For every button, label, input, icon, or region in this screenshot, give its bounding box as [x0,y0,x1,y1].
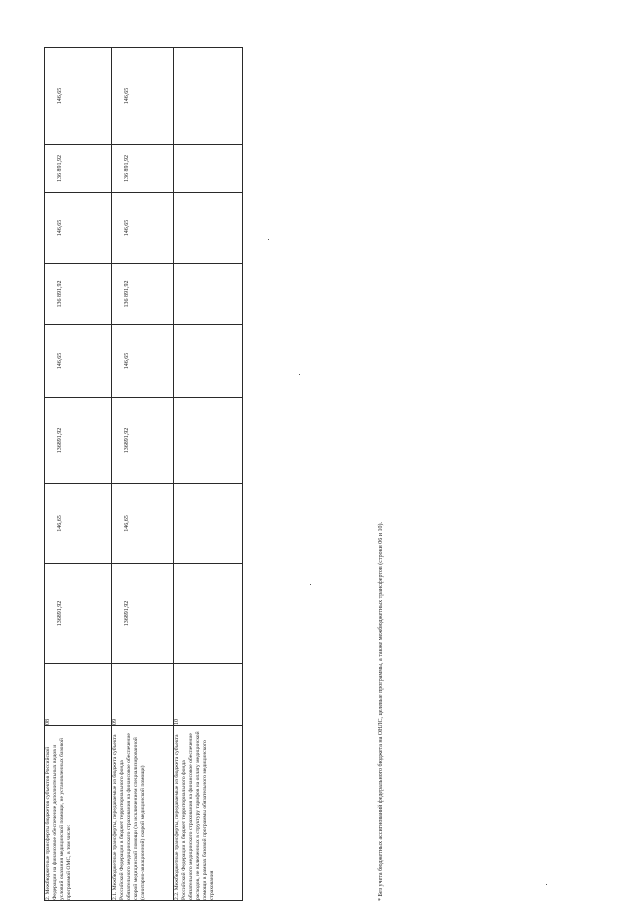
value-text: 146,65 [124,515,130,532]
table-row [45,48,112,901]
value-text: 136 891,92 [57,280,63,308]
budget-transfers-table [44,47,243,901]
value-cell [174,564,243,664]
value-text: 136891,92 [57,600,63,627]
value-cell [45,325,112,398]
value-cell [174,48,243,145]
footnote: * Без учета бюджетных ассигнований федерального бюджета на ОНЛС, целевые программы, а также межбюджетных трансфертов (строки 06 и 10). [378,522,384,901]
value-text: 136891,92 [57,427,63,454]
value-cell [174,325,243,398]
rotated-document-page [0,47,640,905]
value-text: 146,65 [124,352,130,370]
value-cell [174,398,243,484]
value-text: 146,65 [124,87,130,105]
row-name-cell: 2.1. Межбюджетные трансферты, передаваемые из бюджета субъекта Российской Федерации в бюджет территориального фонда обязательного медицинского страхования на финансовое обеспечение скорой медицинской помощи (за исключением специализированной (санитарно-авиационной) скорой медицинской помощи) [112,726,174,901]
value-cell [112,564,174,664]
row-code-cell: 09 [112,664,174,726]
row-name-cell: 2. Межбюджетные трансферты бюджетов субъектов Российской Федерации на финансовое обеспечение дополнительных видов и условий оказания медицинской помощи, не установленных базовой программой ОМС, в том числе: [45,726,112,901]
value-text: 136 891,92 [124,280,130,308]
value-text: 146,65 [57,515,63,532]
value-cell [45,484,112,564]
value-cell [174,145,243,193]
value-cell [174,484,243,564]
value-cell [45,564,112,664]
value-cell [45,264,112,325]
value-cell [112,193,174,264]
value-text: 136 891,92 [57,155,63,182]
row-name-cell: 2.2. Межбюджетные трансферты, передаваемые из бюджета субъекта Российской Федерации в бюджет территориального фонда обязательного медицинского страхования на финансовое обеспечение расходов, не включенных в структуру тарифов на оплату медицинской помощи в рамках базовой программы обязательного медицинского страхования [174,726,243,901]
scan-speck [310,584,311,585]
value-cell [112,484,174,564]
scan-speck [299,374,300,375]
scan-speck [546,884,547,885]
value-cell [45,145,112,193]
value-text: 146,65 [57,352,63,370]
value-cell [174,264,243,325]
row-code-cell: 10 [174,664,243,726]
value-text: 136891,92 [124,427,130,454]
scan-speck [268,239,269,240]
table-row [174,48,243,901]
value-cell [112,145,174,193]
value-cell [112,48,174,145]
value-cell [45,48,112,145]
value-cell [112,325,174,398]
value-cell [45,398,112,484]
row-code-cell: 08 [45,664,112,726]
value-text: 146,65 [124,219,130,237]
value-cell [45,193,112,264]
value-text: 146,65 [57,219,63,237]
value-cell [174,193,243,264]
table-row [112,48,174,901]
value-cell [112,264,174,325]
value-text: 136891,92 [124,600,130,627]
value-text: 136 891,92 [124,155,130,182]
value-text: 146,65 [57,87,63,105]
value-cell [112,398,174,484]
